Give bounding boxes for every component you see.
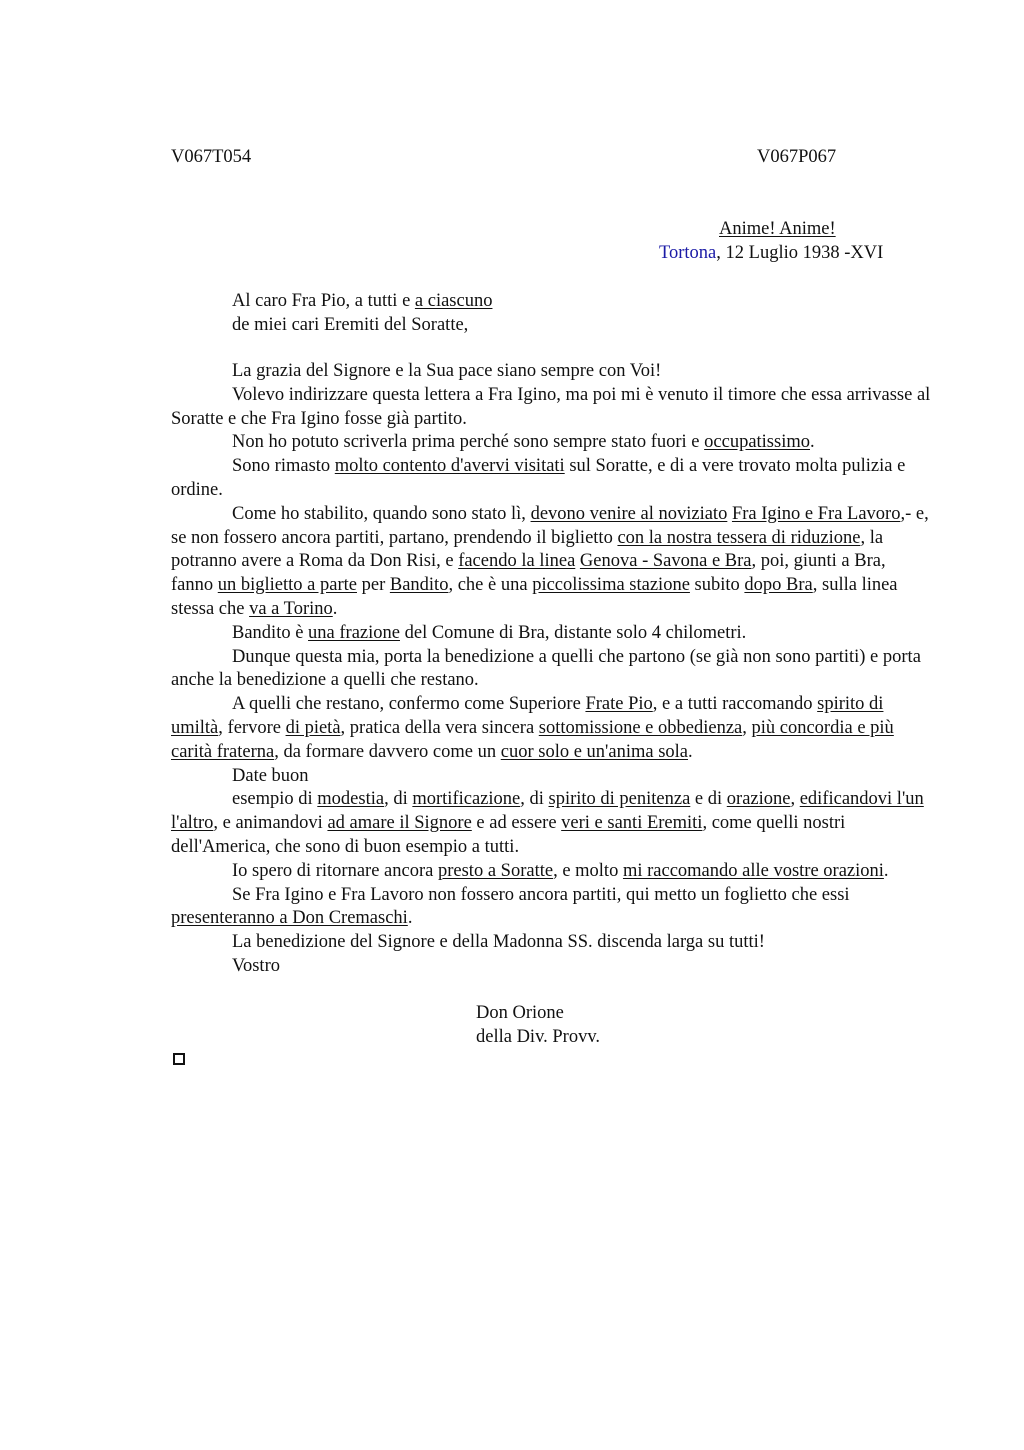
paragraph-closing [171,955,931,979]
paragraph-greeting [171,360,931,384]
paragraph-text: Vostro [232,955,280,976]
underlined-text: modestia [317,789,385,810]
underlined-text: spirito di [817,694,884,715]
text: , fervore [218,717,286,738]
paragraph-3 [171,431,931,455]
underlined-text: sottomissione e obbedienza [538,717,743,738]
text: , da formare davvero come un [274,741,501,762]
paragraph-4 [171,455,931,503]
underlined-text: un biglietto a parte [217,575,357,596]
text: e di [690,789,727,810]
underlined-text: più concordia e più carità fraterna [171,717,894,762]
underlined-text: una frazione [308,622,400,643]
underlined-text: facendo la linea [458,551,576,572]
text: ,- e, se non fossero ancora partiti, partano, prendendo il biglietto [171,503,929,548]
text: . [407,908,413,929]
underlined-text: mortificazione [412,789,521,810]
text: sul Soratte, e di a vere trovato molta pulizia e ordine. [171,456,906,500]
underlined-text: orazione [726,789,791,810]
signature-title: della Div. Provv. [476,1027,600,1047]
text: , [742,717,752,738]
text: , e a tutti raccomando [652,694,818,715]
underlined-text: dopo Bra [744,575,813,596]
salutation-line-2: de miei cari Eremiti del Soratte, [232,315,469,335]
text: , come quelli nostri dell'America, che sono di buon esempio a tutti. [171,813,846,857]
paragraph-2 [171,384,931,432]
text: , e molto [553,860,623,881]
underlined-text: Genova - Savona e Bra [579,551,752,572]
underlined-text: Fra Igino e Fra Lavoro [731,503,901,524]
dateline-place: Tortona [659,243,717,263]
paragraph-text: La benedizione del Signore e della Madonna SS. discenda larga su tutti! [232,932,765,953]
text: , di [384,789,413,810]
underlined-text: occupatissimo [704,432,810,453]
underlined-text: devono venire al noviziato [530,503,728,524]
text: . [332,598,338,619]
underlined-text: ad amare il Signore [327,813,472,834]
salutation-line-1 [232,291,492,312]
salutation-text: Al caro Fra Pio, a tutti e [232,291,415,311]
text: . [688,741,693,762]
paragraph-text: Dunque questa mia, porta la benedizione a quelli che partono (se già non sono partiti) e porta anche la benedizione a quelli che restano. [171,646,921,691]
underlined-text: mi raccomando alle vostre orazioni [622,860,884,881]
underlined-text: piccolissima stazione [532,575,690,596]
underlined-text: spirito di penitenza [548,789,691,810]
motto: Anime! Anime! [719,219,836,239]
underlined-text: Bandito [389,575,449,596]
text: , sulla linea stessa che [171,575,898,619]
text: esempio di [232,789,318,810]
paragraph-text: La grazia del Signore e la Sua pace siano sempre con Voi! [232,361,662,381]
underlined-text: presto a Soratte [437,860,554,881]
salutation-underlined: a ciascuno [414,291,493,311]
text: Se Fra Igino e Fra Lavoro non fossero ancora partiti, qui metto un foglietto che essi [232,884,850,905]
paragraph-text: Date buon [232,765,309,786]
text: . [883,860,889,881]
text: , di [520,789,549,810]
text: , la potranno avere a Roma da Don Risi, e [171,527,884,572]
paragraph-9 [171,765,931,789]
text: e ad essere [471,813,562,834]
underlined-text: veri e santi Eremiti [561,813,703,834]
paragraph-10 [171,788,931,859]
paragraph-8 [171,693,931,764]
text: A quelli che restano, confermo come Superiore [232,694,586,715]
paragraph-12 [171,884,931,932]
paragraph-text: Volevo indirizzare questa lettera a Fra Igino, ma poi mi è venuto il timore che essa arrivasse al Soratte e che Fra Igino fosse già partito. [171,384,931,429]
text: , pratica della vera sincera [340,717,539,738]
paragraph-6 [171,622,931,646]
signature-name: Don Orione [476,1003,564,1023]
paragraph-11 [171,860,931,884]
text: subito [689,575,745,596]
text: , che è una [448,575,533,596]
paragraph-5 [171,503,931,622]
text: per [356,575,390,596]
letter-body [171,360,931,979]
text: Non ho potuto scriverla prima perché sono sempre stato fuori e [232,432,705,453]
text: Sono rimasto [232,456,335,477]
underlined-text: Frate Pio [585,694,653,715]
text: Come ho stabilito, quando sono stato lì, [232,503,531,524]
underlined-text: di pietà [285,717,341,738]
right-archive-code: V067P067 [757,147,837,167]
text: Bandito è [232,622,309,643]
underlined-text: umiltà [171,717,219,738]
left-archive-code: V067T054 [171,147,252,167]
dateline [659,243,883,264]
underlined-text: molto contento d'avervi visitati [334,456,565,477]
underlined-text: presenteranno a Don Cremaschi [171,908,408,929]
text: Io spero di ritornare ancora [232,860,438,881]
dateline-date: , 12 Luglio 1938 -XVI [716,243,884,263]
underlined-text: edificandovi l'un l'altro [171,789,924,834]
text: , poi, giunti a Bra, fanno [171,551,886,596]
paragraph-13 [171,931,931,955]
underlined-text: con la nostra tessera di riduzione [617,527,861,548]
text: , e animandovi [213,813,328,834]
underlined-text: cuor solo e un'anima sola [500,741,689,762]
square-outline-icon [173,1053,185,1065]
text: . [809,432,815,453]
underlined-text: va a Torino [249,598,333,619]
paragraph-7 [171,646,931,694]
text: del Comune di Bra, distante solo 4 chilometri. [399,622,747,643]
text: , [790,789,800,810]
